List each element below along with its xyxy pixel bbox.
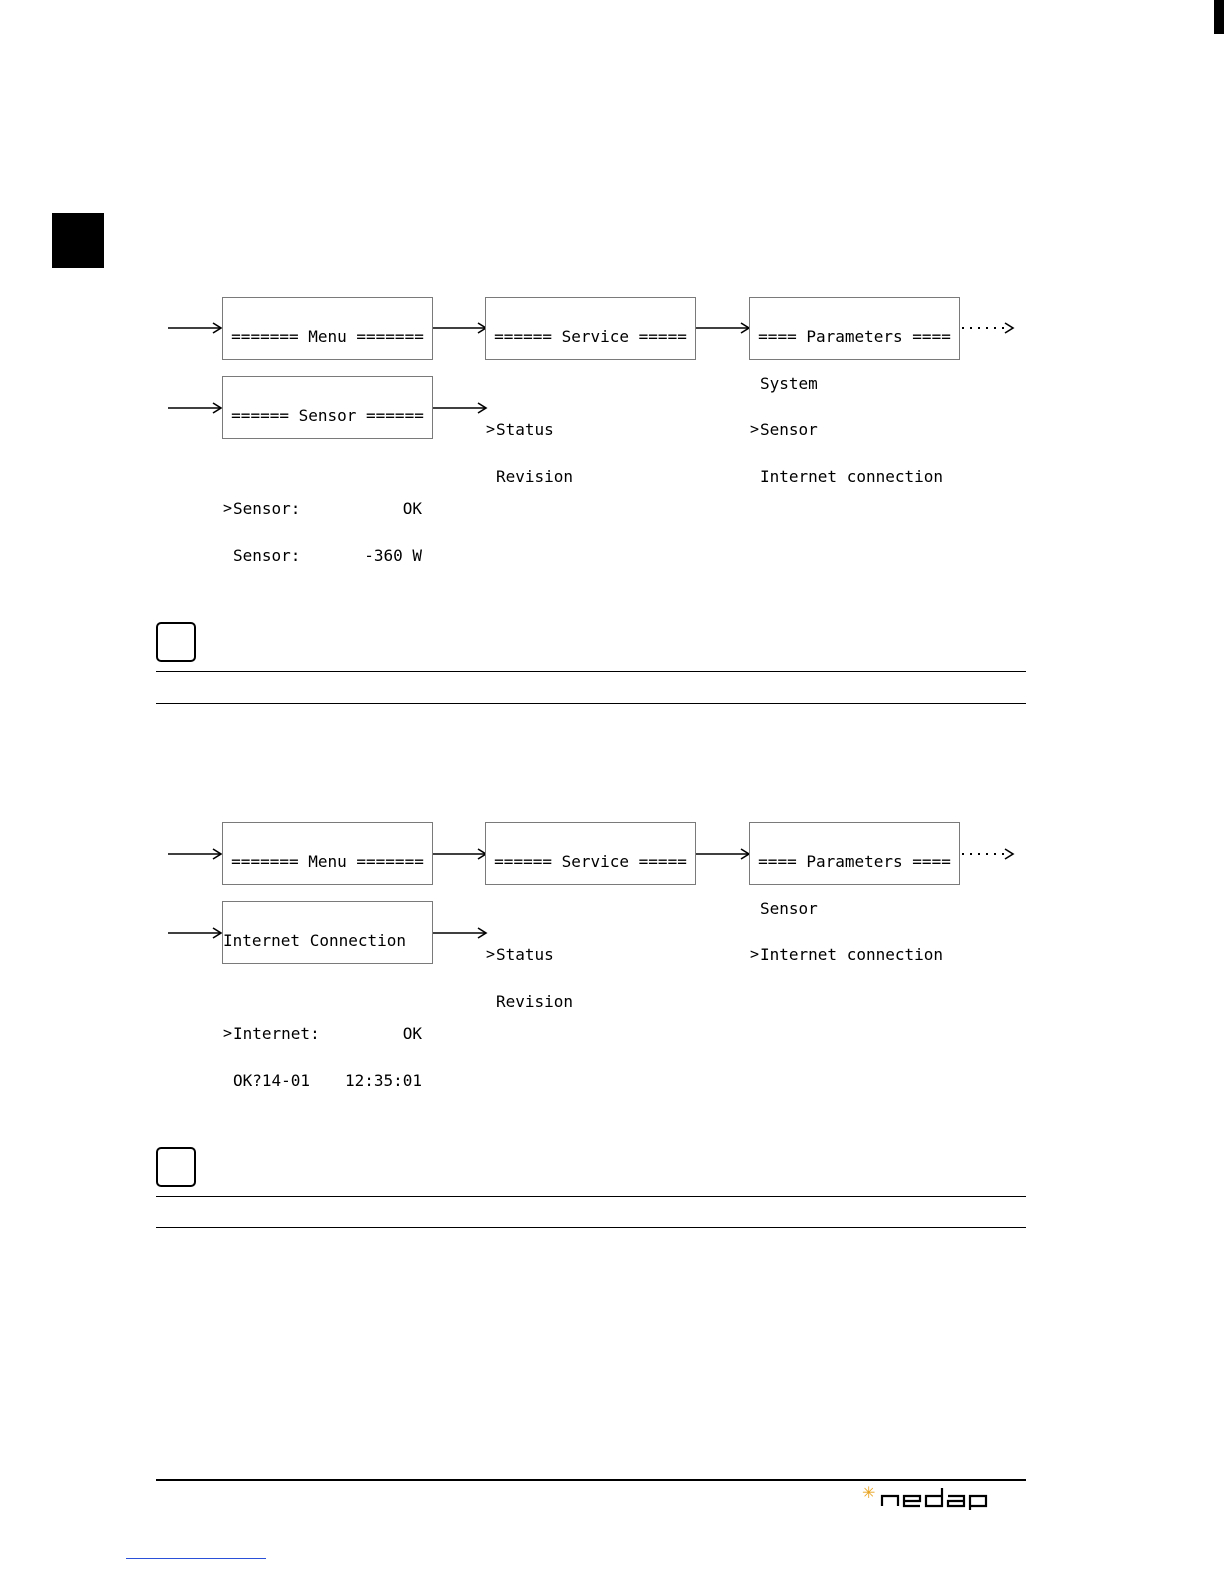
arrow-right-icon xyxy=(433,323,487,333)
lcd-row-sensor: > Sensor xyxy=(750,420,818,439)
lcd-row-status: > Status xyxy=(486,420,554,439)
lcd-screen-parameters xyxy=(749,822,960,964)
lcd-title: ==== Parameters ==== xyxy=(758,852,951,871)
cursor-icon: > xyxy=(486,945,496,963)
lcd-row-sensor: Sensor xyxy=(760,898,818,918)
lcd-screen-service xyxy=(485,822,696,1011)
arrow-entry-icon xyxy=(168,849,222,859)
cursor-icon: > xyxy=(486,420,496,438)
arrow-right-icon xyxy=(433,403,487,413)
nedap-logo xyxy=(862,1484,1028,1510)
dotted-arrow-icon xyxy=(960,323,1014,333)
arrow-right-icon xyxy=(696,323,750,333)
sensor-power-value: -360 W xyxy=(364,545,422,565)
lcd-screen-menu xyxy=(222,822,433,885)
info-note-icon xyxy=(156,1147,196,1187)
lcd-title: ======= Menu ======= xyxy=(231,327,424,346)
lcd-row-blank xyxy=(486,901,695,917)
dotted-arrow-icon xyxy=(960,849,1014,859)
lcd-title: ==== Parameters ==== xyxy=(758,327,951,346)
arrow-entry-icon xyxy=(168,928,222,938)
lcd-row-sensor-status: > Sensor: OK xyxy=(223,499,422,518)
lcd-screen-sensor xyxy=(222,376,433,565)
lcd-row-blank xyxy=(486,376,695,392)
footer-rule xyxy=(156,1479,1026,1481)
lcd-row-revision: Revision xyxy=(496,991,574,1011)
lcd-screen-parameters xyxy=(749,297,960,486)
lcd-row-status: > Status xyxy=(486,945,554,964)
svg-text:✳: ✳ xyxy=(862,1483,876,1502)
lcd-row-system: System xyxy=(760,373,818,393)
lcd-row-blank xyxy=(223,455,432,471)
lcd-title: ======= Menu ======= xyxy=(231,852,424,871)
note-divider-bottom xyxy=(156,703,1026,704)
arrow-entry-icon xyxy=(168,403,222,413)
lcd-row-revision: Revision xyxy=(496,466,574,486)
note-divider-bottom xyxy=(156,1227,1026,1228)
note-divider-top xyxy=(156,1196,1026,1197)
chapter-tab-marker xyxy=(52,213,104,268)
footer-link-underline xyxy=(126,1558,266,1559)
cursor-icon: > xyxy=(750,945,760,963)
lcd-row-sensor-power: Sensor: -360 W xyxy=(233,545,422,565)
lcd-title: ====== Service ===== xyxy=(494,852,687,871)
lcd-screen-menu xyxy=(222,297,433,360)
lcd-title: ====== Sensor ====== xyxy=(231,406,424,425)
lcd-screen-service xyxy=(485,297,696,486)
lcd-row-blank xyxy=(223,980,432,996)
cursor-icon: > xyxy=(223,1024,233,1042)
lcd-row-internet-status: > Internet: OK xyxy=(223,1024,422,1043)
last-connection-time: 12:35:01 xyxy=(344,1070,422,1090)
arrow-entry-icon xyxy=(168,323,222,333)
cursor-icon: > xyxy=(223,499,233,517)
arrow-right-icon xyxy=(433,849,487,859)
arrow-right-icon xyxy=(696,849,750,859)
cursor-icon: > xyxy=(750,420,760,438)
sensor-status-value: OK xyxy=(402,499,422,518)
lcd-title: Internet Connection xyxy=(223,931,407,950)
lcd-row-internet: Internet connection xyxy=(760,466,944,486)
lcd-title: ====== Service ===== xyxy=(494,327,687,346)
info-note-icon xyxy=(156,622,196,662)
lcd-row-internet: > Internet connection xyxy=(750,945,944,964)
lcd-row-last-connection: OK?14-01 12:35:01 xyxy=(233,1070,422,1090)
internet-status-value: OK xyxy=(402,1024,422,1043)
note-divider-top xyxy=(156,671,1026,672)
lcd-screen-internet xyxy=(222,901,433,1090)
arrow-right-icon xyxy=(433,928,487,938)
page-edge-mark xyxy=(1214,0,1224,34)
